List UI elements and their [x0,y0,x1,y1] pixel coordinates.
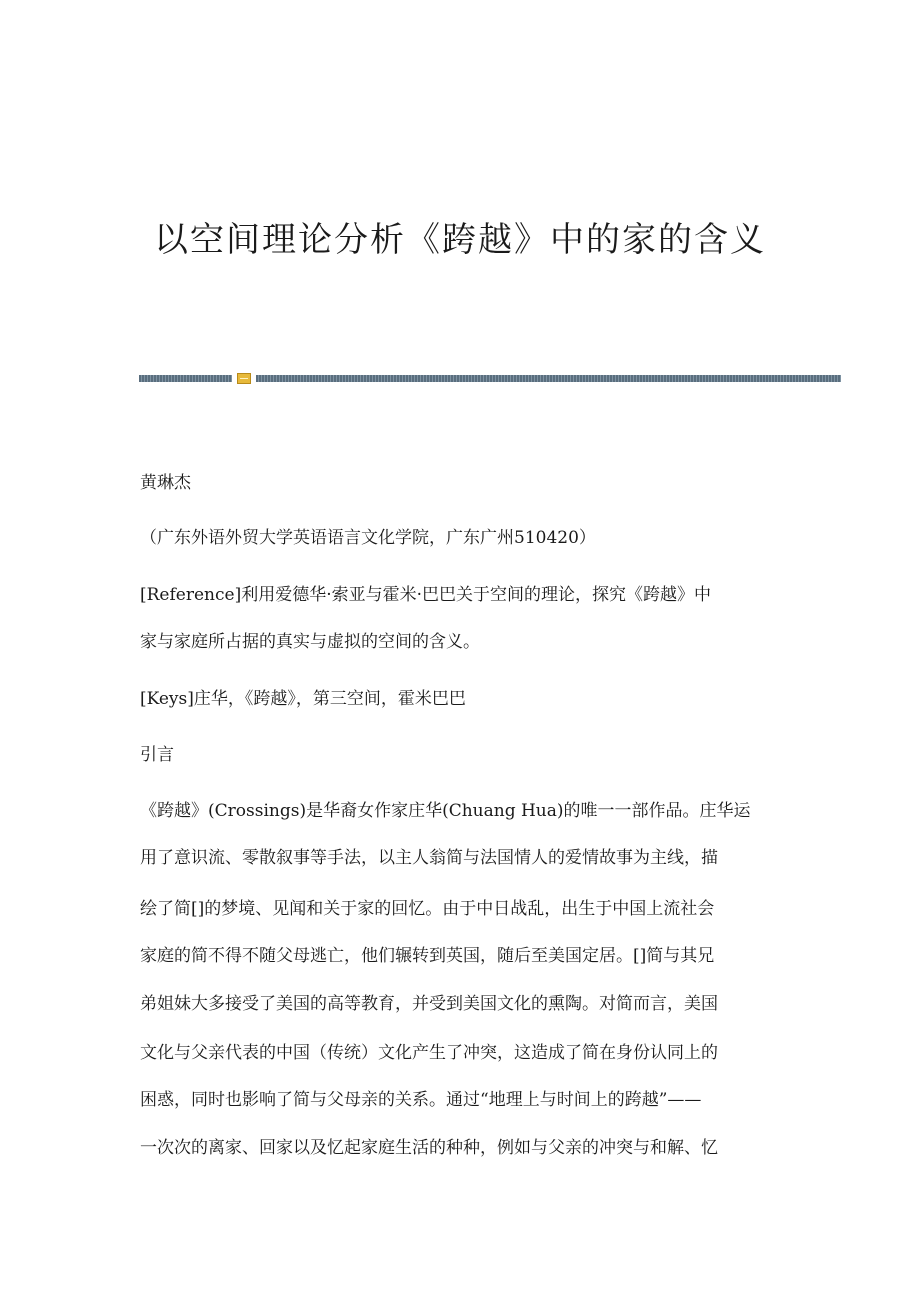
abstract-line: 家与家庭所占据的真实与虚拟的空间的含义。 [140,632,480,652]
author-affiliation: （广东外语外贸大学英语语言文化学院，广东广州510420） [140,528,596,548]
body-line: 文化与父亲代表的中国（传统）文化产生了冲突，这造成了简在身份认同上的 [140,1043,718,1063]
page-title: 以空间理论分析《跨越》中的家的含义 [154,220,766,260]
abstract-line: [Reference]利用爱德华·索亚与霍米·巴巴关于空间的理论，探究《跨越》中 [140,585,712,605]
body-line: 困惑，同时也影响了简与父母亲的关系。通过“地理上与时间上的跨越”—— [140,1090,702,1110]
body-line: 一次次的离家、回家以及忆起家庭生活的种种，例如与父亲的冲突与和解、忆 [140,1138,718,1158]
divider-ornament-icon [237,373,251,384]
title-divider [139,373,841,385]
body-line: 弟姐妹大多接受了美国的高等教育，并受到美国文化的熏陶。对简而言，美国 [140,994,718,1014]
body-line: 家庭的简不得不随父母逃亡，他们辗转到英国，随后至美国定居。[]简与其兄 [140,946,715,966]
body-line: 绘了简[]的梦境、见闻和关于家的回忆。由于中日战乱，出生于中国上流社会 [140,899,715,919]
divider-bar-right [256,375,841,382]
divider-bar-left [139,375,232,382]
keywords: [Keys]庄华，《跨越》，第三空间，霍米巴巴 [140,689,466,709]
body-line: 用了意识流、零散叙事等手法，以主人翁简与法国情人的爱情故事为主线，描 [140,848,718,868]
author-name: 黄琳杰 [140,473,191,493]
section-heading: 引言 [140,745,174,765]
body-line: 《跨越》(Crossings)是华裔女作家庄华(Chuang Hua)的唯一一部作品。庄华运 [140,801,751,821]
